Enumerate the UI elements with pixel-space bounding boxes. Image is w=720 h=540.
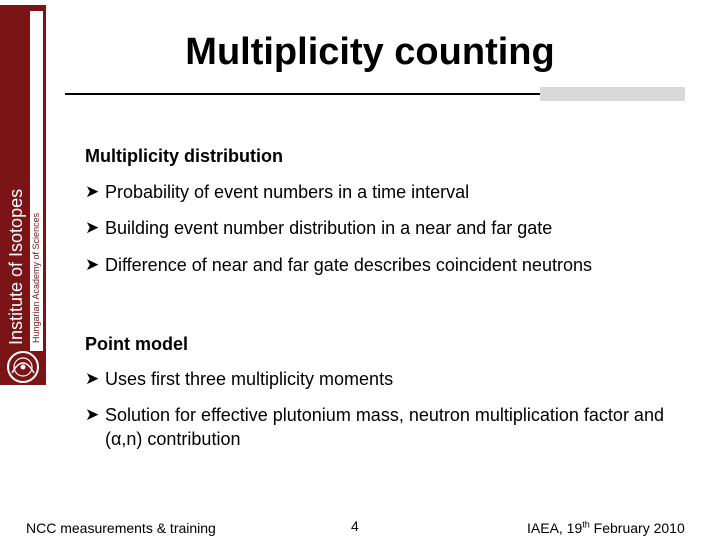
- bullet-text: Difference of near and far gate describes coincident neutrons: [105, 255, 592, 275]
- academy-name: Hungarian Academy of Sciences: [31, 212, 41, 343]
- section-heading-multiplicity-distribution: Multiplicity distribution: [85, 146, 283, 166]
- footer-date-suffix: February 2010: [589, 520, 685, 536]
- page-title: Multiplicity counting: [185, 31, 555, 73]
- arrow-bullet-icon: ➤: [85, 405, 100, 424]
- page-number: 4: [351, 518, 359, 534]
- bullet-item: [85, 367, 665, 391]
- institute-name: Institute of Isotopes: [6, 188, 26, 345]
- bullet-item: [85, 216, 665, 240]
- bullet-text: Uses first three multiplicity moments: [105, 369, 394, 389]
- footer-date-sup: th: [582, 519, 590, 530]
- bullet-item: [85, 180, 665, 204]
- section-heading-point-model: Point model: [85, 334, 188, 354]
- bullet-text: Building event number distribution in a near and far gate: [105, 218, 553, 238]
- title-accent-tab: [540, 87, 685, 101]
- arrow-bullet-icon: ➤: [85, 182, 100, 201]
- bullet-text: Probability of event numbers in a time interval: [105, 182, 470, 202]
- footer-left-text: NCC measurements & training: [26, 520, 216, 536]
- footer-date-prefix: IAEA, 19: [527, 520, 583, 536]
- arrow-bullet-icon: ➤: [85, 369, 100, 388]
- institute-logo-icon: [4, 349, 42, 385]
- bullet-text: Solution for effective plutonium mass, neutron multiplication factor and (α,n) contribution: [105, 405, 664, 449]
- arrow-bullet-icon: ➤: [85, 218, 100, 237]
- arrow-bullet-icon: ➤: [85, 255, 100, 274]
- footer-date: [527, 519, 685, 537]
- bullet-item: [85, 403, 665, 451]
- bullet-item: [85, 253, 665, 277]
